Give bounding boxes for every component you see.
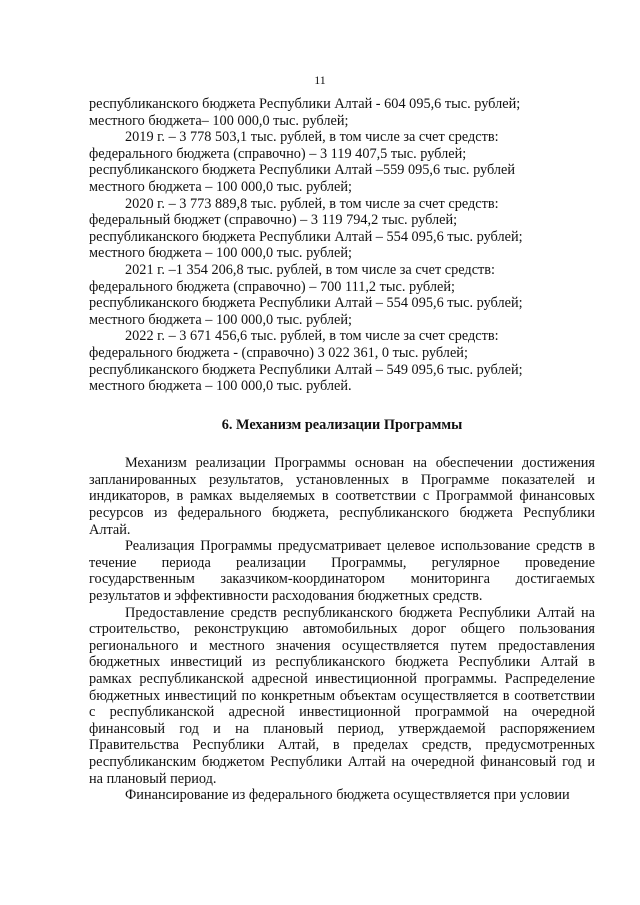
funding-line: местного бюджета – 100 000,0 тыс. рублей; [89,311,353,328]
funding-line: местного бюджета – 100 000,0 тыс. рублей; [89,178,353,195]
funding-line: местного бюджета – 100 000,0 тыс. рублей; [89,245,353,262]
funding-year-line: 2021 г. –1 354 206,8 тыс. рублей, в том числе за счет средств: [125,261,496,278]
funding-line: республиканского бюджета Республики Алтай – 554 095,6 тыс. рублей; [89,295,523,312]
document-body [89,96,595,804]
funding-line: федерального бюджета (справочно) – 3 119 407,5 тыс. рублей; [89,145,467,162]
funding-line: республиканского бюджета Республики Алтай - 604 095,6 тыс. рублей; [89,96,521,112]
paragraph: Предоставление средств республиканского бюджета Республики Алтай на строительство, реконструкцию автомобильных дорог общего пользования регионального и местного значения осуществляется путем предоставления бюджетных инвестиций из республиканского бюджета Республики Алтай в рамках республиканской адресной инвестиционной программы. Распределение бюджетных инвестиций по конкретным объектам осуществляется в соответствии с республиканской адресной инвестиционной программой на очередной финансовый год и на плановый период, утверждаемой распоряжением Правительства Республики Алтай, в пределах средств, предусмотренных республиканским бюджетом Республики Алтай на очередной финансовый год и на плановый период. [89,604,595,787]
page-number: 11 [314,73,326,87]
funding-year-line: 2020 г. – 3 773 889,8 тыс. рублей, в том числе за счет средств: [125,195,499,212]
paragraph: Реализация Программы предусматривает целевое использование средств в течение периода реализации Программы, регулярное проведение государственным заказчиком-координатором мониторинга достигаемых результатов и эффективности расходования бюджетных средств. [89,538,595,605]
funding-line: местного бюджета – 100 000,0 тыс. рублей. [89,378,352,395]
section-heading: 6. Механизм реализации Программы [221,416,463,433]
funding-line: федеральный бюджет (справочно) – 3 119 794,2 тыс. рублей; [89,212,458,229]
funding-line: федерального бюджета - (справочно) 3 022 361, 0 тыс. рублей; [89,344,468,361]
funding-line: республиканского бюджета Республики Алтай –559 095,6 тыс. рублей [89,162,516,179]
funding-line: республиканского бюджета Республики Алтай – 554 095,6 тыс. рублей; [89,228,523,245]
funding-line: местного бюджета– 100 000,0 тыс. рублей; [89,112,349,129]
paragraph: Финансирование из федерального бюджета осуществляется при условии [125,787,570,804]
paragraph: Механизм реализации Программы основан на обеспечении достижения запланированных результатов, установленных в Программе показателей и индикаторов, в рамках выделяемых в соответствии с Программой финансовых ресурсов из федерального бюджета, республиканского бюджета Республики Алтай. [89,455,595,538]
funding-year-line: 2019 г. – 3 778 503,1 тыс. рублей, в том числе за счет средств: [125,129,499,146]
funding-line: федерального бюджета (справочно) – 700 111,2 тыс. рублей; [89,278,455,295]
funding-year-line: 2022 г. – 3 671 456,6 тыс. рублей, в том числе за счет средств: [125,328,499,345]
funding-line: республиканского бюджета Республики Алтай – 549 095,6 тыс. рублей; [89,361,523,378]
